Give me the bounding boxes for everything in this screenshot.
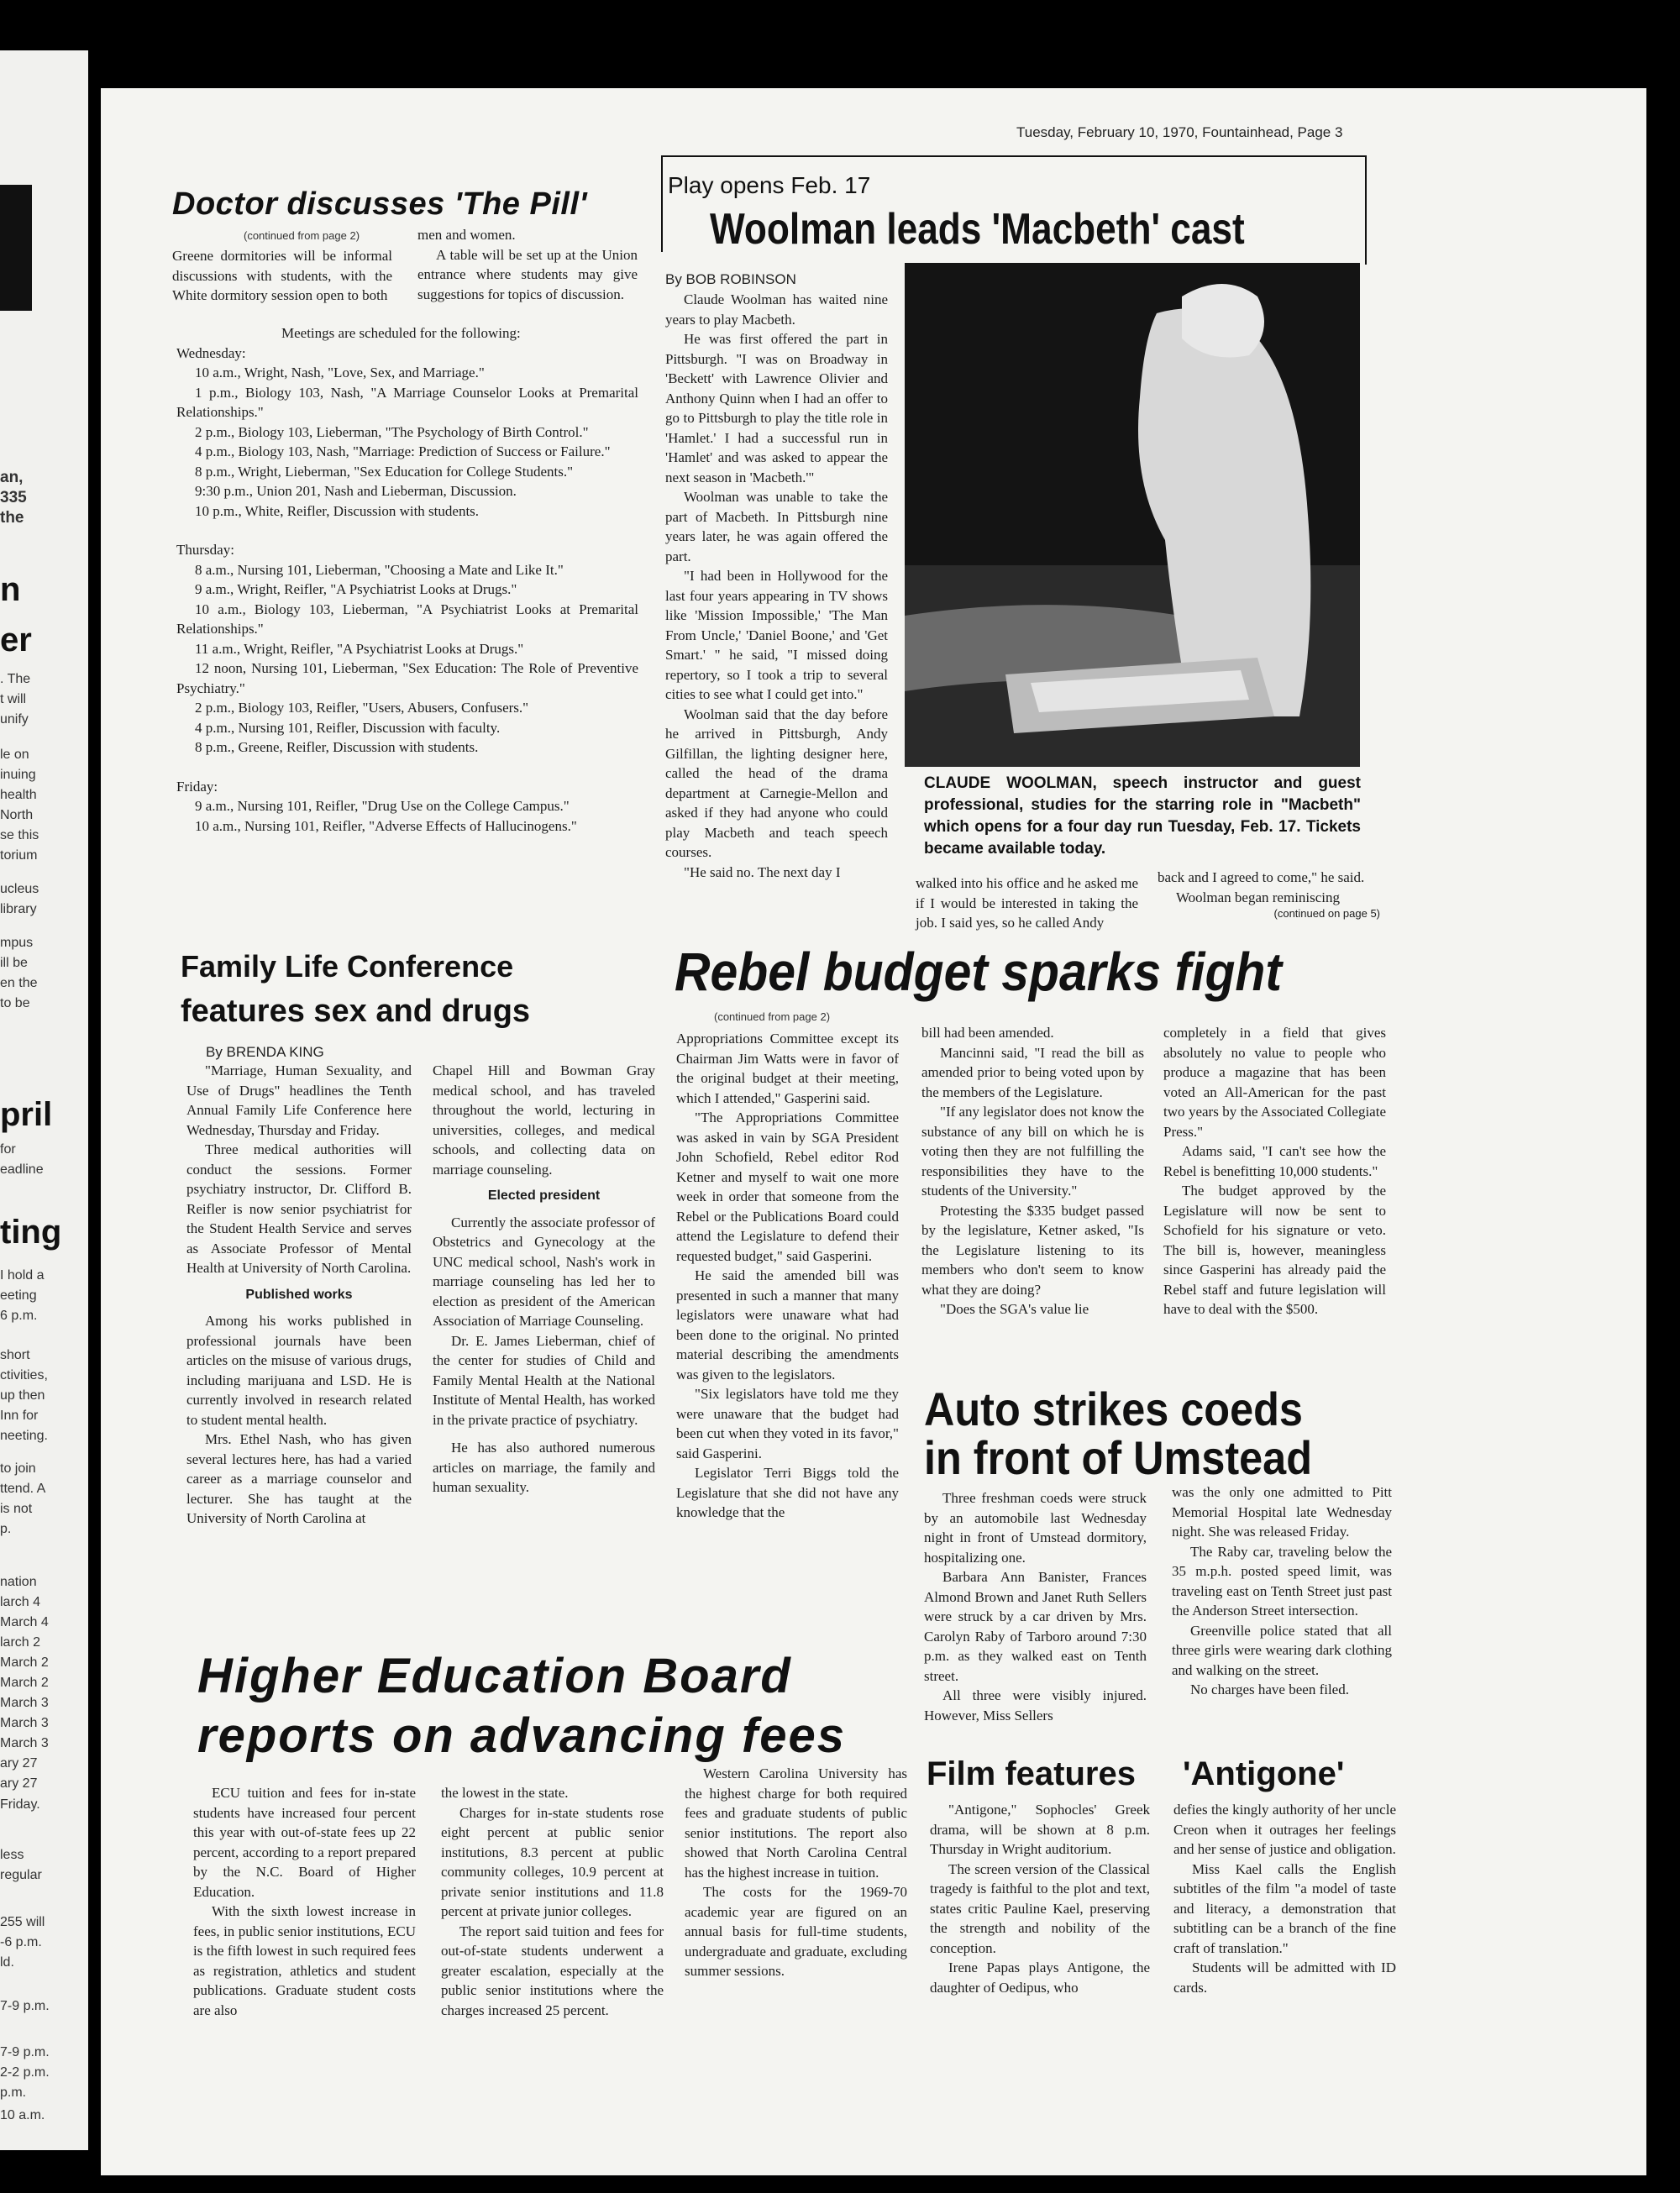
strip-text: the bbox=[0, 509, 24, 527]
rebel-paragraph: "The Appropriations Committee was asked in vain by SGA President John Schofield, Rebel editor Rod Ketner and myself to wait one more week in order that someone from the Rebel or the Publications Board could attend the Legislature to defend their requested budget," said Gasperini. bbox=[676, 1110, 899, 1264]
schedule-item: 9:30 p.m., Union 201, Nash and Lieberman, Discussion. bbox=[195, 483, 517, 499]
strip-text: inuing bbox=[0, 768, 36, 782]
family-byline: By BRENDA KING bbox=[206, 1044, 324, 1060]
macbeth-paragraph: Woolman began reminiscing bbox=[1176, 889, 1341, 905]
strip-text: se this bbox=[0, 828, 39, 842]
film-paragraph: Students will be admitted with ID cards. bbox=[1173, 1960, 1396, 1996]
strip-text: -6 p.m. bbox=[0, 1935, 42, 1949]
strip-text: March 3 bbox=[0, 1736, 49, 1750]
family-column-1 bbox=[186, 1061, 412, 1529]
rebel-paragraph: "Does the SGA's value lie bbox=[940, 1301, 1089, 1317]
highered-headline-1: Higher Education Board bbox=[197, 1649, 792, 1703]
strip-text: 6 p.m. bbox=[0, 1309, 38, 1323]
schedule-item: 4 p.m., Nursing 101, Reifler, Discussion with faculty. bbox=[195, 719, 501, 736]
family-paragraph: Chapel Hill and Bowman Gray medical school, and has traveled throughout the world, lecturing in universities, colleges, and medical schools, and collecting data on marriage counseling. bbox=[433, 1062, 655, 1178]
macbeth-continued: (continued on page 5) bbox=[1273, 907, 1380, 920]
highered-column-1 bbox=[193, 1783, 416, 2020]
rebel-paragraph: Mancinni said, "I read the bill as amended prior to being voted upon by the members of the Legislature. bbox=[921, 1044, 1144, 1100]
woolman-photo bbox=[905, 263, 1360, 767]
strip-text: 255 will bbox=[0, 1915, 45, 1929]
schedule-item: 2 p.m., Biology 103, Reifler, "Users, Abusers, Confusers." bbox=[195, 700, 529, 716]
strip-text: up then bbox=[0, 1388, 45, 1403]
strip-text: 7-9 p.m. bbox=[0, 1999, 50, 2013]
macbeth-column-2 bbox=[916, 874, 1138, 933]
strip-text: ld. bbox=[0, 1955, 14, 1970]
strip-text: unify bbox=[0, 712, 29, 727]
schedule-day: Friday: bbox=[176, 778, 218, 795]
pill-paragraph: Greene dormitories will be informal discussions with students, with the White dormitory session open to both bbox=[172, 248, 392, 303]
strip-headline: ting bbox=[0, 1214, 62, 1251]
highered-paragraph: Western Carolina University has the highest charge for both required fees and graduate students of public senior institutions. The report also showed that North Carolina Central has the highest increase in tuition. bbox=[685, 1765, 907, 1881]
family-paragraph: Dr. E. James Lieberman, chief of the center for studies of Child and Family Mental Health at the National Institute of Mental Health, has worked in the private practice of psychiatry. bbox=[433, 1332, 655, 1428]
schedule-item: 4 p.m., Biology 103, Nash, "Marriage: Prediction of Success or Failure." bbox=[195, 443, 611, 459]
auto-headline-1: Auto strikes coeds bbox=[924, 1382, 1303, 1435]
strip-text: mpus bbox=[0, 936, 34, 950]
strip-text: larch 2 bbox=[0, 1635, 41, 1650]
macbeth-box-right bbox=[1365, 155, 1367, 265]
film-headline-2: 'Antigone' bbox=[1183, 1755, 1345, 1792]
film-headline-1: Film features bbox=[927, 1755, 1136, 1792]
page-header: Tuesday, February 10, 1970, Fountainhead, Page 3 bbox=[1016, 124, 1343, 140]
family-paragraph: Three medical authorities will conduct the sessions. Former psychiatry instructor, Dr. Clifford B. Reifler is now senior psychiatrist for the Student Health Service and serves as Associate Professor of Mental Health at University of North Carolina. bbox=[186, 1141, 412, 1276]
highered-headline-2: reports on advancing fees bbox=[197, 1708, 846, 1763]
auto-paragraph: No charges have been filed. bbox=[1190, 1681, 1349, 1697]
photo-caption: CLAUDE WOOLMAN, speech instructor and guest professional, studies for the starring role in "Macbeth" which opens for a four day run Tuesday, Feb. 17. Tickets became available today. bbox=[924, 774, 1361, 858]
macbeth-box-top bbox=[661, 155, 1367, 157]
family-paragraph: "Marriage, Human Sexuality, and Use of Drugs" headlines the Tenth Annual Family Life Conference here Wednesday, Thursday and Friday. bbox=[186, 1062, 412, 1138]
macbeth-paragraph: Claude Woolman has waited nine years to play Macbeth. bbox=[665, 291, 888, 328]
strip-text: March 3 bbox=[0, 1696, 49, 1710]
strip-text: Friday. bbox=[0, 1797, 40, 1812]
strip-headline: er bbox=[0, 622, 32, 658]
auto-paragraph: All three were visibly injured. However, Miss Sellers bbox=[924, 1687, 1147, 1723]
macbeth-paragraph: Woolman was unable to take the part of Macbeth. In Pittsburgh nine years later, he was again offered the part. bbox=[665, 489, 888, 564]
rebel-paragraph: He said the amended bill was presented in such a manner that many legislators were unaware what had been done to the original. No printed material describing the amendments was given to the legislators. bbox=[676, 1267, 899, 1382]
adjacent-page-strip bbox=[0, 50, 88, 2150]
strip-text: short bbox=[0, 1348, 30, 1362]
auto-headline-2: in front of Umstead bbox=[924, 1431, 1312, 1484]
film-column-1 bbox=[930, 1800, 1150, 1997]
strip-text: March 2 bbox=[0, 1655, 49, 1670]
macbeth-paragraph: walked into his office and he asked me if I would be interested in taking the job. I said yes, so he called Andy bbox=[916, 875, 1138, 931]
highered-paragraph: Charges for in-state students rose eight percent at public senior institutions, 8.3 percent at public community colleges, 10.9 percent at private senior institutions and 11.8 percent at private junior colleges. bbox=[441, 1804, 664, 1919]
rebel-headline: Rebel budget sparks fight bbox=[675, 942, 1283, 1002]
strip-text: 335 bbox=[0, 489, 27, 506]
rebel-column-1 bbox=[676, 1029, 899, 1523]
strip-text: to be bbox=[0, 996, 30, 1010]
schedule-item: 12 noon, Nursing 101, Lieberman, "Sex Education: The Role of Preventive Psychiatry." bbox=[176, 660, 638, 696]
strip-text: an, bbox=[0, 469, 24, 486]
strip-text: le on bbox=[0, 748, 29, 762]
strip-text: ttend. A bbox=[0, 1482, 46, 1496]
strip-text: ary 27 bbox=[0, 1756, 38, 1771]
auto-paragraph: was the only one admitted to Pitt Memorial Hospital late Wednesday night. She was released Friday. bbox=[1172, 1484, 1392, 1540]
strip-text: p.m. bbox=[0, 2085, 27, 2100]
family-paragraph: Mrs. Ethel Nash, who has given several lectures here, has had a varied career as a marriage counselor and lecturer. She has taught at the University of North Carolina at bbox=[186, 1431, 412, 1526]
pill-schedule bbox=[176, 323, 638, 836]
macbeth-box-left bbox=[661, 155, 663, 252]
strip-text: en the bbox=[0, 976, 38, 990]
film-column-2 bbox=[1173, 1800, 1396, 1997]
highered-paragraph: the lowest in the state. bbox=[441, 1785, 569, 1801]
woolman-photo-image bbox=[905, 263, 1360, 767]
macbeth-paragraph: He was first offered the part in Pittsburgh. "I was on Broadway in 'Beckett' with Lawrence Olivier and Anthony Quinn when I had an offer to go to Pittsburgh to play the title role in 'Hamlet.' I had a successful run in 'Hamlet' and was asked to appear the next season in 'Macbeth.'" bbox=[665, 331, 888, 485]
film-paragraph: "Antigone," Sophocles' Greek drama, will be shown at 8 p.m. Thursday in Wright auditorium. bbox=[930, 1802, 1150, 1857]
strip-text: 10 a.m. bbox=[0, 2108, 45, 2122]
rebel-paragraph: The budget approved by the Legislature will now be sent to Schofield for his signature or veto. The bill is, however, meaningless since Gasperini has already paid the Rebel staff and future legislation will have to deal with the $500. bbox=[1163, 1183, 1386, 1317]
film-paragraph: Irene Papas plays Antigone, the daughter of Oedipus, who bbox=[930, 1960, 1150, 1996]
strip-text: to join bbox=[0, 1461, 36, 1476]
strip-headline: n bbox=[0, 571, 21, 608]
strip-text: Inn for bbox=[0, 1409, 39, 1423]
rebel-paragraph: Protesting the $335 budget passed by the legislature, Ketner asked, "Is the Legislature listening to its members who don't seem to know what they are doing? bbox=[921, 1202, 1144, 1298]
rebel-paragraph: "Six legislators have told me they were unaware that the budget had been cut when they voted in its favor," said Gasperini. bbox=[676, 1386, 899, 1461]
film-paragraph: defies the kingly authority of her uncle Creon when it outrages her feelings and her sense of justice and obligation. bbox=[1173, 1802, 1396, 1857]
macbeth-paragraph: Woolman said that the day before he arrived in Pittsburgh, Andy Gilfillan, the lighting designer here, called the head of the drama department at Carnegie-Mellon and asked if they had anyone who could play Macbeth and teach speech courses. bbox=[665, 706, 888, 860]
adjacent-photo-fragment bbox=[0, 185, 32, 311]
family-paragraph: Among his works published in professional journals have been articles on the misuse of various drugs, including marijuana and LSD. He is currently involved in research related to student mental health. bbox=[186, 1313, 412, 1428]
rebel-paragraph: "If any legislator does not know the substance of any bill on which he is voting then they are not fulfilling the responsibilities they have to the students of the University." bbox=[921, 1104, 1144, 1199]
strip-text: North bbox=[0, 808, 34, 822]
auto-paragraph: Greenville police stated that all three girls were wearing dark clothing and walking on the street. bbox=[1172, 1622, 1392, 1678]
schedule-item: 10 p.m., White, Reifler, Discussion with students. bbox=[195, 502, 480, 519]
strip-text: p. bbox=[0, 1522, 12, 1536]
pill-paragraph: A table will be set up at the Union entrance where students may give suggestions for topics of discussion. bbox=[417, 246, 638, 302]
strip-text: March 4 bbox=[0, 1615, 49, 1629]
schedule-item: 11 a.m., Wright, Reifler, "A Psychiatrist Looks at Drugs." bbox=[195, 640, 524, 657]
strip-text: neeting. bbox=[0, 1429, 48, 1443]
strip-text: 2-2 p.m. bbox=[0, 2065, 50, 2080]
macbeth-paragraph: "I had been in Hollywood for the last four years appearing in TV shows like 'Mission Impossible,' 'The Man From Uncle,' 'Daniel Boone,' and 'Get Smart.' " he said, "I missed doing repertory, so I took a trip to several cities to see what I could get into." bbox=[665, 568, 888, 702]
strip-text: health bbox=[0, 788, 37, 802]
highered-column-2 bbox=[441, 1783, 664, 2020]
strip-text: library bbox=[0, 902, 37, 916]
strip-text: torium bbox=[0, 848, 38, 863]
highered-paragraph: ECU tuition and fees for in-state students have increased four percent this year with out-of-state fees up 22 percent, according to a report prepared by the N.C. Board of Higher Education. bbox=[193, 1785, 416, 1900]
strip-headline: pril bbox=[0, 1096, 53, 1133]
pill-continued: (continued from page 2) bbox=[244, 229, 360, 242]
macbeth-kicker: Play opens Feb. 17 bbox=[668, 172, 871, 198]
highered-paragraph: The report said tuition and fees for out-of-state students underwent a greater escalation, especially at the public senior institutions where the charges increased 25 percent. bbox=[441, 1923, 664, 2018]
rebel-paragraph: Legislator Terri Biggs told the Legislature that she did not have any knowledge that the bbox=[676, 1465, 899, 1520]
family-paragraph: Currently the associate professor of Obstetrics and Gynecology at the UNC medical school, Nash's work in marriage counseling has led her to election as president of the American Association of Marriage Counseling. bbox=[433, 1214, 655, 1329]
strip-text: for bbox=[0, 1142, 16, 1157]
rebel-continued: (continued from page 2) bbox=[714, 1010, 831, 1023]
strip-text: March 3 bbox=[0, 1716, 49, 1730]
schedule-item: 9 a.m., Wright, Reifler, "A Psychiatrist Looks at Drugs." bbox=[195, 581, 517, 597]
strip-text: regular bbox=[0, 1868, 42, 1882]
auto-column-2 bbox=[1172, 1482, 1392, 1700]
pill-paragraph: men and women. bbox=[417, 227, 516, 243]
family-headline-2: features sex and drugs bbox=[181, 994, 531, 1029]
pill-column-2 bbox=[417, 225, 638, 304]
schedule-item: 9 a.m., Nursing 101, Reifler, "Drug Use on the College Campus." bbox=[195, 798, 570, 814]
macbeth-paragraph: back and I agreed to come," he said. bbox=[1158, 869, 1365, 885]
film-paragraph: The screen version of the Classical tragedy is faithful to the plot and text, states critic Pauline Kael, preserving the strength and nobility of the conception. bbox=[930, 1860, 1150, 1956]
strip-text: ill be bbox=[0, 956, 28, 970]
highered-column-3 bbox=[685, 1764, 907, 1981]
family-paragraph: He has also authored numerous articles on marriage, the family and human sexuality. bbox=[433, 1440, 655, 1495]
rebel-paragraph: Appropriations Committee except its Chairman Jim Watts were in favor of the original budget at their meeting, which I attended," Gasperini said. bbox=[676, 1031, 899, 1106]
auto-column-1 bbox=[924, 1488, 1147, 1725]
strip-text: March 2 bbox=[0, 1676, 49, 1690]
macbeth-headline: Woolman leads 'Macbeth' cast bbox=[710, 205, 1245, 254]
highered-paragraph: The costs for the 1969-70 academic year are figured on an annual basis for full-time students, undergraduate and graduate, excluding summer sessions. bbox=[685, 1884, 907, 1979]
strip-text: eadline bbox=[0, 1162, 44, 1177]
schedule-item: 10 a.m., Wright, Nash, "Love, Sex, and Marriage." bbox=[195, 365, 485, 380]
rebel-paragraph: Adams said, "I can't see how the Rebel is benefitting 10,000 students." bbox=[1163, 1143, 1386, 1179]
pill-headline: Doctor discusses 'The Pill' bbox=[172, 186, 588, 222]
schedule-intro: Meetings are scheduled for the following: bbox=[281, 325, 521, 341]
film-paragraph: Miss Kael calls the English subtitles of the film "a model of taste and literacy, a demonstration that subtitling can be a branch of the fine craft of translation." bbox=[1173, 1860, 1396, 1956]
strip-text: I hold a bbox=[0, 1268, 45, 1283]
rebel-column-2 bbox=[921, 1023, 1144, 1319]
schedule-item: 8 a.m., Nursing 101, Lieberman, "Choosing a Mate and Like It." bbox=[195, 561, 564, 578]
rebel-column-3 bbox=[1163, 1023, 1386, 1319]
macbeth-byline: By BOB ROBINSON bbox=[665, 271, 796, 287]
schedule-day: Thursday: bbox=[176, 542, 234, 558]
strip-text: ary 27 bbox=[0, 1776, 38, 1791]
auto-paragraph: Three freshman coeds were struck by an automobile last Wednesday night in front of Umstead dormitory, hospitalizing one. bbox=[924, 1490, 1147, 1566]
rebel-paragraph: bill had been amended. bbox=[921, 1025, 1054, 1041]
strip-text: larch 4 bbox=[0, 1595, 41, 1609]
auto-paragraph: The Raby car, traveling below the 35 m.p.h. posted speed limit, was traveling east on Tenth Street just past the Anderson Street intersection. bbox=[1172, 1543, 1392, 1619]
schedule-item: 8 p.m., Greene, Reifler, Discussion with students. bbox=[195, 739, 479, 755]
strip-text: ucleus bbox=[0, 882, 39, 896]
schedule-item: 2 p.m., Biology 103, Lieberman, "The Psychology of Birth Control." bbox=[195, 423, 589, 440]
schedule-item: 10 a.m., Biology 103, Lieberman, "A Psychiatrist Looks at Premarital Relationships." bbox=[176, 601, 638, 637]
strip-text: . The bbox=[0, 672, 31, 686]
rebel-paragraph: completely in a field that gives absolutely no value to people who produce a magazine that has been voted an All-American for the past two years by the Associated Collegiate Press." bbox=[1163, 1025, 1386, 1140]
auto-paragraph: Barbara Ann Banister, Frances Almond Brown and Janet Ruth Sellers were struck by a car driven by Mrs. Carolyn Raby of Tarboro around 7:30 p.m. as they walked east on Tenth street. bbox=[924, 1569, 1147, 1684]
macbeth-column-3 bbox=[1158, 868, 1380, 921]
schedule-day: Wednesday: bbox=[176, 344, 246, 361]
highered-paragraph: With the sixth lowest increase in fees, in public senior institutions, ECU is the fifth lowest in such required fees as registration, athletics and student publications. Graduate student costs are also bbox=[193, 1903, 416, 2018]
macbeth-paragraph: "He said no. The next day I bbox=[684, 863, 841, 880]
strip-text: less bbox=[0, 1848, 24, 1862]
family-subhead: Elected president bbox=[487, 1188, 601, 1203]
macbeth-column-1 bbox=[665, 290, 888, 882]
family-headline-1: Family Life Conference bbox=[181, 949, 514, 984]
schedule-item: 10 a.m., Nursing 101, Reifler, "Adverse Effects of Hallucinogens." bbox=[195, 817, 577, 834]
schedule-item: 8 p.m., Wright, Lieberman, "Sex Education for College Students." bbox=[195, 463, 574, 480]
family-subhead: Published works bbox=[245, 1287, 353, 1302]
family-column-2 bbox=[433, 1061, 655, 1498]
pill-column-1 bbox=[172, 246, 392, 306]
strip-text: ctivities, bbox=[0, 1368, 48, 1382]
strip-text: eeting bbox=[0, 1288, 37, 1303]
strip-text: 7-9 p.m. bbox=[0, 2045, 50, 2059]
strip-text: nation bbox=[0, 1575, 37, 1589]
schedule-item: 1 p.m., Biology 103, Nash, "A Marriage Counselor Looks at Premarital Relationships." bbox=[176, 384, 638, 420]
strip-text: is not bbox=[0, 1502, 33, 1516]
strip-text: t will bbox=[0, 692, 27, 706]
